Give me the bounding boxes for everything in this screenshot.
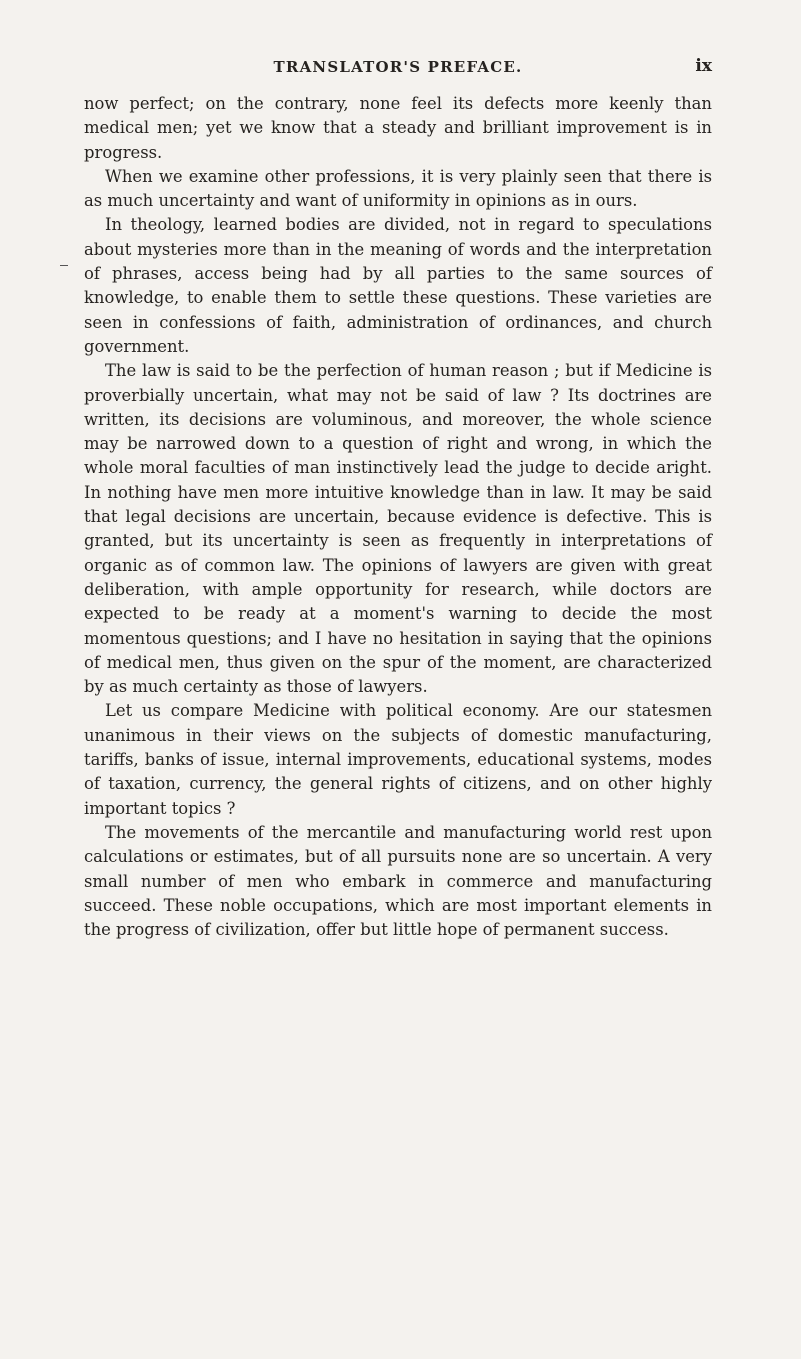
paragraph-4: The law is said to be the perfection of human reason ; but if Medicine is proverbially uncertain, what may not be said of law ? Its doctrines are written, its decisions are voluminous, and moreover, the whole science may be narrowed down to a question of right and wrong, in which the whole moral faculties of man instinctively lead the judge to decide aright. In nothing have men more intuitive knowledge than in law. It may be said that legal decisions are uncertain, because evidence is defective. This is granted, but its uncertainty is seen as frequently in interpretations of organic as of common law. The opinions of lawyers are given with great deliberation, with ample opportunity for research, while doctors are expected to be ready at a moment's warning to decide the most momentous questions; and I have no hesitation in saying that the opinions of medical men, thus given on the spur of the moment, are characterized by as much certainty as those of lawyers. <box>84 361 712 697</box>
paragraph-5: Let us compare Medicine with political economy. Are our statesmen unanimous in their views on the subjects of domestic manufacturing, tariffs, banks of issue, internal improvements, educational systems, modes of taxation, currency, the general rights of citizens, and on other highly important topics ? <box>84 701 712 818</box>
paragraph-2: When we examine other professions, it is very plainly seen that there is as much uncertainty and want of uniformity in opinions as in ours. <box>84 166 712 211</box>
paragraph-1: now perfect; on the contrary, none feel its defects more keenly than medical men; yet we know that a steady and brilliant improvement is in progress. <box>84 94 712 162</box>
header-title: TRANSLATOR'S PREFACE. <box>273 58 523 76</box>
running-header <box>84 50 712 82</box>
book-page <box>84 50 712 942</box>
body-text <box>84 92 712 942</box>
margin-mark <box>60 265 68 266</box>
page-number: ix <box>695 56 712 76</box>
paragraph-3: In theology, learned bodies are divided, not in regard to speculations about mysteries more than in the meaning of words and the interpretation of phrases, access being had by all parties to the same sources of knowledge, to enable them to settle these questions. These varieties are seen in confessions of faith, administration of ordinances, and church government. <box>84 215 712 356</box>
paragraph-6: The movements of the mercantile and manufacturing world rest upon calculations or estimates, but of all pursuits none are so uncertain. A very small number of men who embark in commerce and manufacturing succeed. These noble occupations, which are most important elements in the progress of civilization, offer but little hope of permanent success. <box>84 822 712 940</box>
